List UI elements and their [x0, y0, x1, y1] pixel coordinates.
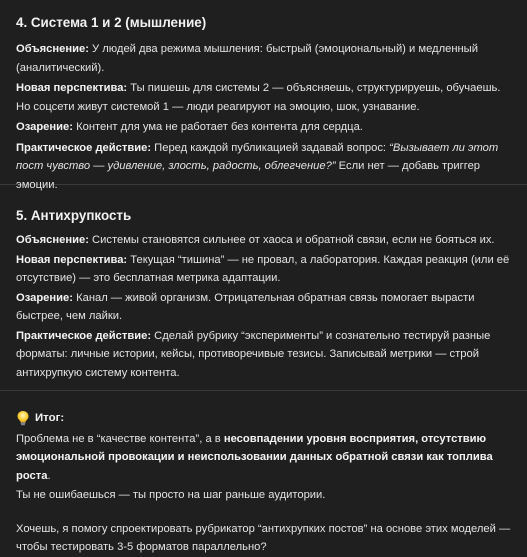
- explanation-text: У людей два режима мышления: быстрый (эмоциональный) и медленный (аналитический).: [16, 43, 478, 74]
- lightbulb-icon: [16, 410, 30, 426]
- section-system-1-2: [16, 12, 511, 191]
- summary-bold-text: несовпадении уровня восприятия, отсутствию эмоциональной провокации и неиспользовании данных обратной связи как топлива роста: [16, 432, 493, 482]
- summary-line: Ты не ошибаешься — ты просто на шаг раньше аудитории.: [16, 489, 326, 501]
- summary-text-end: .: [47, 469, 51, 482]
- perspective-label: Новая перспектива:: [16, 82, 128, 94]
- action-label: Практическое действие:: [16, 141, 152, 154]
- explanation-paragraph: [16, 231, 511, 250]
- perspective-paragraph: [16, 79, 511, 116]
- summary-paragraph: [16, 430, 511, 486]
- summary-heading: [16, 409, 511, 428]
- action-paragraph: [16, 327, 511, 383]
- summary-title: Итог:: [35, 412, 65, 424]
- insight-label: Озарение:: [16, 291, 73, 304]
- followup-question: Хочешь, я помогу спроектировать рубрикатор “антихрупких постов” на основе этих моделей — чтобы тестировать 3-5 форматов параллельно?: [16, 522, 511, 553]
- perspective-text: Текущая “тишина” — не провал, а лаборатория. Каждая реакция (или её отсутствие) — это бесплатная метрика адаптации.: [16, 253, 510, 284]
- action-text: Сделай рубрику “эксперименты” и сознательно тестируй разные форматы: личные истории, кейсы, противоречивые тезисы. Записывай метрики — строй антихрупкую систему контента.: [16, 329, 491, 379]
- insight-text: Канал — живой организм. Отрицательная обратная связь помогает вырасти быстрее, чем лайки.: [16, 291, 475, 322]
- section-antifragility: [16, 185, 511, 390]
- perspective-label: Новая перспектива:: [16, 253, 128, 266]
- insight-paragraph: [16, 118, 511, 137]
- explanation-label: Объяснение:: [16, 234, 89, 246]
- action-text-end: Если нет — добавь триггер эмоции.: [16, 160, 481, 191]
- explanation-text: Системы становятся сильнее от хаоса и обратной связи, если не бояться их.: [88, 234, 495, 246]
- perspective-paragraph: [16, 251, 511, 288]
- action-question: “Вызывает ли этот пост чувство — удивление, злость, радость, облегчение?”: [16, 141, 499, 172]
- insight-text: Контент для ума не работает без контента для сердца.: [72, 121, 363, 133]
- section-title: 5. Антихрупкость: [16, 208, 132, 223]
- perspective-text: Ты пишешь для системы 2 — объясняешь, структурируешь, обучаешь. Но соцсети живут системой 1 — люди реагируют на эмоцию, шок, узнавание.: [16, 82, 501, 113]
- insight-label: Озарение:: [16, 121, 73, 133]
- explanation-label: Объяснение:: [16, 43, 89, 55]
- section-title: 4. Система 1 и 2 (мышление): [16, 15, 207, 30]
- explanation-paragraph: [16, 40, 511, 77]
- summary-section: [16, 391, 511, 557]
- action-label: Практическое действие:: [16, 329, 152, 342]
- action-text: Перед каждой публикацией задавай вопрос:: [151, 141, 390, 154]
- summary-text: Проблема не в “качестве контента”, а в: [16, 432, 224, 445]
- insight-paragraph: [16, 289, 511, 326]
